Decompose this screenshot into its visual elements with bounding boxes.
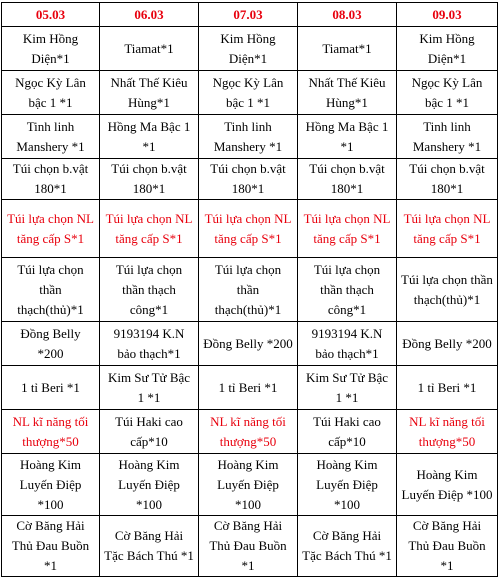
cell-text: Túi lựa chọn NL tăng cấp S*1 (204, 210, 292, 246)
table-cell (100, 516, 199, 577)
schedule-table-container (1, 2, 497, 574)
table-row (2, 115, 498, 159)
cell-text: Túi chọn b.vật 180*1 (409, 161, 485, 196)
cell-text: Cờ Băng Hải Tặc Bách Thú *1 (104, 528, 194, 563)
cell-text: Hồng Ma Bậc 1 *1 (305, 118, 389, 154)
table-cell (100, 322, 199, 366)
table-row (2, 258, 498, 322)
cell-text: Tiamat*1 (322, 40, 372, 56)
cell-text: Túi chọn b.vật 180*1 (12, 161, 89, 196)
table-cell (2, 454, 100, 516)
table-row (2, 200, 498, 258)
cell-text: Hoàng Kim Luyến Điệp *100 (19, 456, 82, 512)
cell-text: Túi lựa chọn thần thạch(thủ)*1 (214, 261, 282, 317)
cell-text: Túi lựa chọn thần thạch(thủ)*1 (401, 271, 493, 307)
table-cell (2, 159, 100, 200)
table-cell (397, 71, 498, 115)
cell-text: 1 tỉ Beri *1 (21, 379, 80, 395)
table-cell (397, 454, 498, 516)
cell-text: Hoàng Kim Luyến Điệp *100 (316, 456, 378, 512)
cell-text: Ngọc Kỳ Lân bậc 1 *1 (212, 74, 284, 110)
table-cell (397, 115, 498, 159)
table-cell (2, 516, 100, 577)
table-cell (100, 366, 199, 410)
cell-text: Kim Hồng Diện*1 (22, 30, 79, 66)
table-cell (199, 115, 298, 159)
cell-text: Tinh linh Manshery *1 (16, 118, 85, 154)
cell-text: Hoàng Kim Luyến Điệp *100 (401, 466, 493, 502)
date-header: 05.03 (2, 3, 100, 27)
cell-text: Túi lựa chọn NL tăng cấp S*1 (403, 210, 491, 246)
cell-text: Đồng Belly *200 (203, 335, 293, 351)
cell-text: Túi lựa chọn NL tăng cấp S*1 (105, 210, 193, 246)
cell-text: Nhất Thế Kiêu Hùng*1 (308, 74, 386, 110)
table-cell (298, 258, 397, 322)
cell-text: Kim Hồng Diện*1 (220, 30, 276, 66)
table-cell (2, 366, 100, 410)
cell-text: 9193194 K.N bảo thạch*1 (113, 325, 185, 361)
table-row (2, 27, 498, 71)
cell-text: Túi lựa chọn thần thạch công*1 (313, 261, 381, 317)
table-cell (2, 258, 100, 322)
cell-text: Cờ Băng Hải Thủ Đau Buồn *1 (11, 518, 90, 573)
table-cell (298, 454, 397, 516)
cell-text: Túi lựa chọn thần thạch(thủ)*1 (17, 261, 84, 317)
cell-text: Túi Haki cao cấp*10 (313, 413, 381, 449)
table-cell (2, 322, 100, 366)
table-cell (100, 159, 199, 200)
cell-text: Túi chọn b.vật 180*1 (309, 161, 385, 196)
table-cell (199, 366, 298, 410)
table-cell (298, 159, 397, 200)
cell-text: Túi lựa chọn NL tăng cấp S*1 (303, 210, 391, 246)
cell-text: Hồng Ma Bậc 1 *1 (107, 118, 191, 154)
table-cell (199, 410, 298, 454)
cell-text: Túi lựa chọn NL tăng cấp S*1 (7, 210, 94, 246)
cell-text: Đồng Belly *200 (20, 325, 81, 361)
table-cell (298, 366, 397, 410)
cell-text: Đồng Belly *200 (402, 335, 492, 351)
table-cell (199, 27, 298, 71)
cell-text: Kim Sư Tử Bậc 1 *1 (107, 369, 191, 405)
cell-text: NL kĩ năng tối thượng*50 (409, 413, 485, 449)
table-cell (199, 71, 298, 115)
table-row (2, 71, 498, 115)
cell-text: Ngọc Kỳ Lân bậc 1 *1 (15, 74, 86, 110)
cell-text: Cờ Băng Hải Tặc Bách Thú *1 (302, 528, 392, 563)
table-cell (397, 159, 498, 200)
table-cell (100, 258, 199, 322)
table-cell (100, 115, 199, 159)
date-header: 06.03 (100, 3, 199, 27)
cell-text: Túi chọn b.vật 180*1 (210, 161, 286, 196)
cell-text: Tinh linh Manshery *1 (412, 118, 482, 154)
table-cell (298, 410, 397, 454)
table-cell (199, 454, 298, 516)
cell-text: 1 tỉ Beri *1 (417, 379, 477, 395)
cell-text: NL kĩ năng tối thượng*50 (210, 413, 286, 449)
table-cell (199, 322, 298, 366)
table-cell (100, 200, 199, 258)
table-cell (298, 71, 397, 115)
table-cell (298, 516, 397, 577)
cell-text: Nhất Thế Kiêu Hùng*1 (110, 74, 188, 110)
table-row (2, 454, 498, 516)
cell-text: Tinh linh Manshery *1 (213, 118, 283, 154)
table-row (2, 322, 498, 366)
table-row (2, 159, 498, 200)
date-header: 08.03 (298, 3, 397, 27)
cell-text: 9193194 K.N bảo thạch*1 (311, 325, 383, 361)
reward-schedule-table (1, 2, 498, 577)
table-body (2, 27, 498, 577)
cell-text: Cờ Băng Hải Thủ Đau Buồn *1 (408, 518, 486, 573)
table-cell (199, 258, 298, 322)
cell-text: 1 tỉ Beri *1 (218, 379, 278, 395)
table-cell (298, 200, 397, 258)
table-cell (397, 366, 498, 410)
cell-text: Tiamat*1 (124, 40, 174, 56)
table-cell (100, 71, 199, 115)
cell-text: Túi Haki cao cấp*10 (115, 413, 183, 449)
date-header: 09.03 (397, 3, 498, 27)
table-cell (397, 516, 498, 577)
table-cell (199, 159, 298, 200)
table-cell (298, 322, 397, 366)
table-cell (2, 71, 100, 115)
cell-text: Ngọc Kỳ Lân bậc 1 *1 (411, 74, 483, 110)
header-row (2, 3, 498, 27)
table-row (2, 516, 498, 577)
table-cell (100, 454, 199, 516)
cell-text: Kim Sư Tử Bậc 1 *1 (305, 369, 389, 405)
table-cell (100, 27, 199, 71)
table-cell (2, 115, 100, 159)
cell-text: Hoàng Kim Luyến Điệp *100 (118, 456, 180, 512)
date-header: 07.03 (199, 3, 298, 27)
table-cell (397, 258, 498, 322)
table-cell (2, 200, 100, 258)
cell-text: Túi lựa chọn thần thạch công*1 (115, 261, 183, 317)
table-cell (397, 27, 498, 71)
table-cell (199, 200, 298, 258)
cell-text: Hoàng Kim Luyến Điệp *100 (217, 456, 279, 512)
cell-text: Kim Hồng Diện*1 (419, 30, 475, 66)
table-cell (100, 410, 199, 454)
table-cell (298, 115, 397, 159)
cell-text: NL kĩ năng tối thượng*50 (12, 413, 89, 449)
cell-text: Cờ Băng Hải Thủ Đau Buồn *1 (209, 518, 287, 573)
cell-text: Túi chọn b.vật 180*1 (111, 161, 187, 196)
table-cell (298, 27, 397, 71)
table-cell (397, 322, 498, 366)
table-row (2, 410, 498, 454)
table-cell (199, 516, 298, 577)
table-cell (397, 410, 498, 454)
table-row (2, 366, 498, 410)
table-cell (2, 410, 100, 454)
table-cell (397, 200, 498, 258)
table-cell (2, 27, 100, 71)
